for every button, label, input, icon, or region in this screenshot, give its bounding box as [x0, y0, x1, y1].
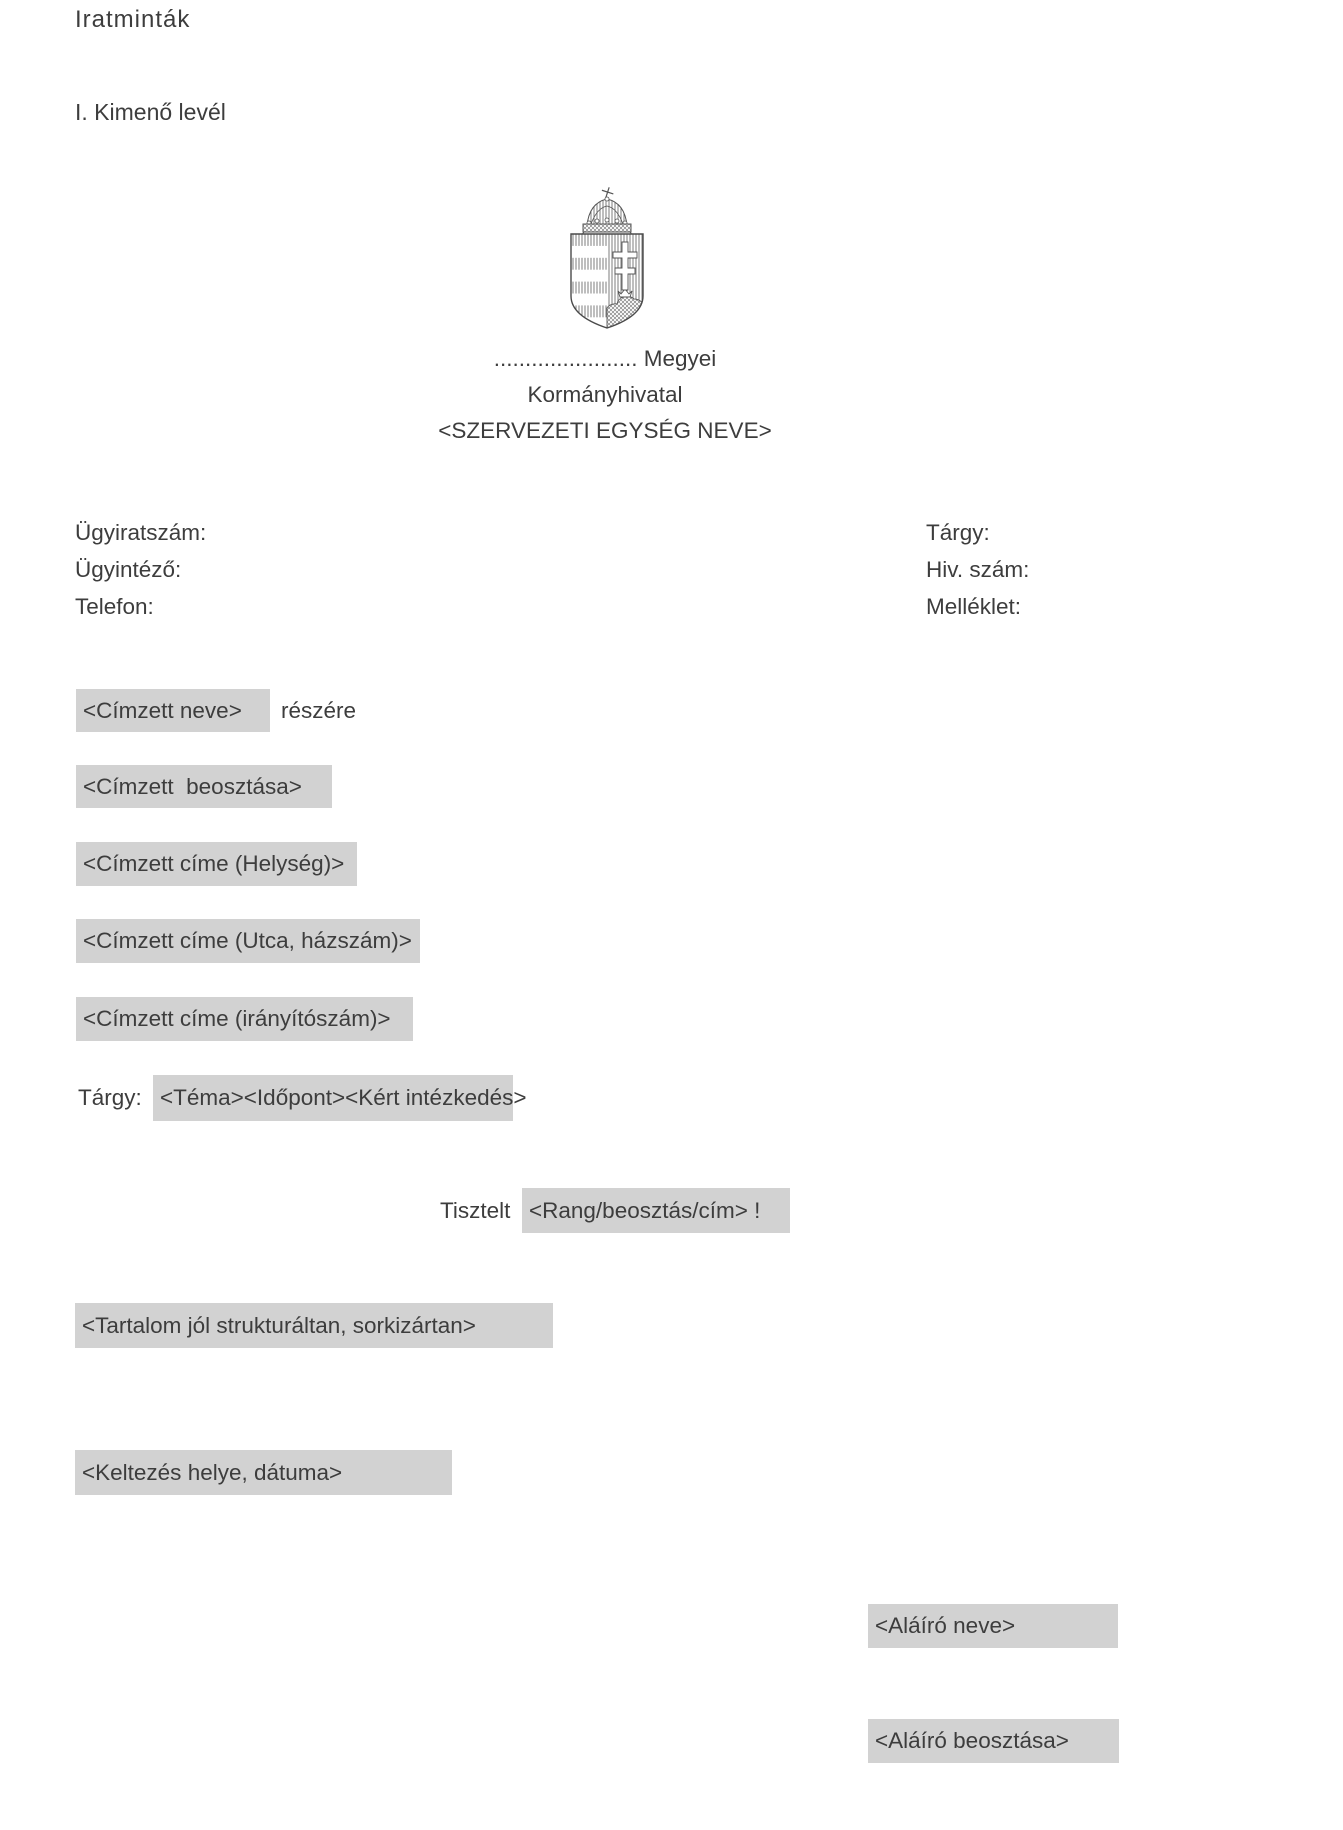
label-targy: Tárgy:	[926, 520, 990, 545]
recipient-position-field[interactable]: <Címzett beosztása>	[76, 765, 332, 808]
recipient-name-suffix: részére	[281, 697, 357, 723]
recipient-address-zip-field[interactable]: <Címzett címe (irányítószám)>	[76, 997, 413, 1041]
recipient-name-field[interactable]: <Címzett neve>	[76, 689, 270, 732]
subject-line-label: Tárgy:	[78, 1085, 142, 1110]
meta-right-column	[926, 514, 1029, 625]
subject-field[interactable]: <Téma><Időpont><Kért intézkedés>	[153, 1075, 513, 1121]
label-ugyintezo: Ügyintéző:	[75, 557, 182, 582]
letterhead-office-line: Kormányhivatal	[527, 382, 683, 407]
recipient-address-street-field[interactable]: <Címzett címe (Utca, házszám)>	[76, 919, 420, 963]
letterhead	[400, 341, 810, 449]
letterhead-county-line: ....................... Megyei	[493, 346, 717, 371]
label-telefon: Telefon:	[75, 594, 154, 619]
hungarian-coat-of-arms-icon	[557, 183, 657, 330]
salutation-prefix: Tisztelt	[440, 1197, 511, 1223]
salutation-field[interactable]: <Rang/beosztás/cím> !	[522, 1188, 790, 1233]
date-place-field[interactable]: <Keltezés helye, dátuma>	[75, 1450, 452, 1495]
body-content-field[interactable]: <Tartalom jól strukturáltan, sorkizártan>	[75, 1303, 553, 1348]
section-heading: I. Kimenő levél	[75, 99, 226, 125]
signer-name-field[interactable]: <Aláíró neve>	[868, 1604, 1118, 1648]
label-melleklet: Melléklet:	[926, 594, 1022, 619]
signer-title-field[interactable]: <Aláíró beosztása>	[868, 1719, 1119, 1763]
meta-left-column	[75, 514, 206, 625]
label-ugyiratszam: Ügyiratszám:	[75, 520, 207, 545]
label-hiv-szam: Hiv. szám:	[926, 557, 1030, 582]
document-title: Iratminták	[75, 6, 191, 33]
letterhead-org-unit-line: <SZERVEZETI EGYSÉG NEVE>	[438, 418, 772, 443]
recipient-address-city-field[interactable]: <Címzett címe (Helység)>	[76, 842, 357, 886]
